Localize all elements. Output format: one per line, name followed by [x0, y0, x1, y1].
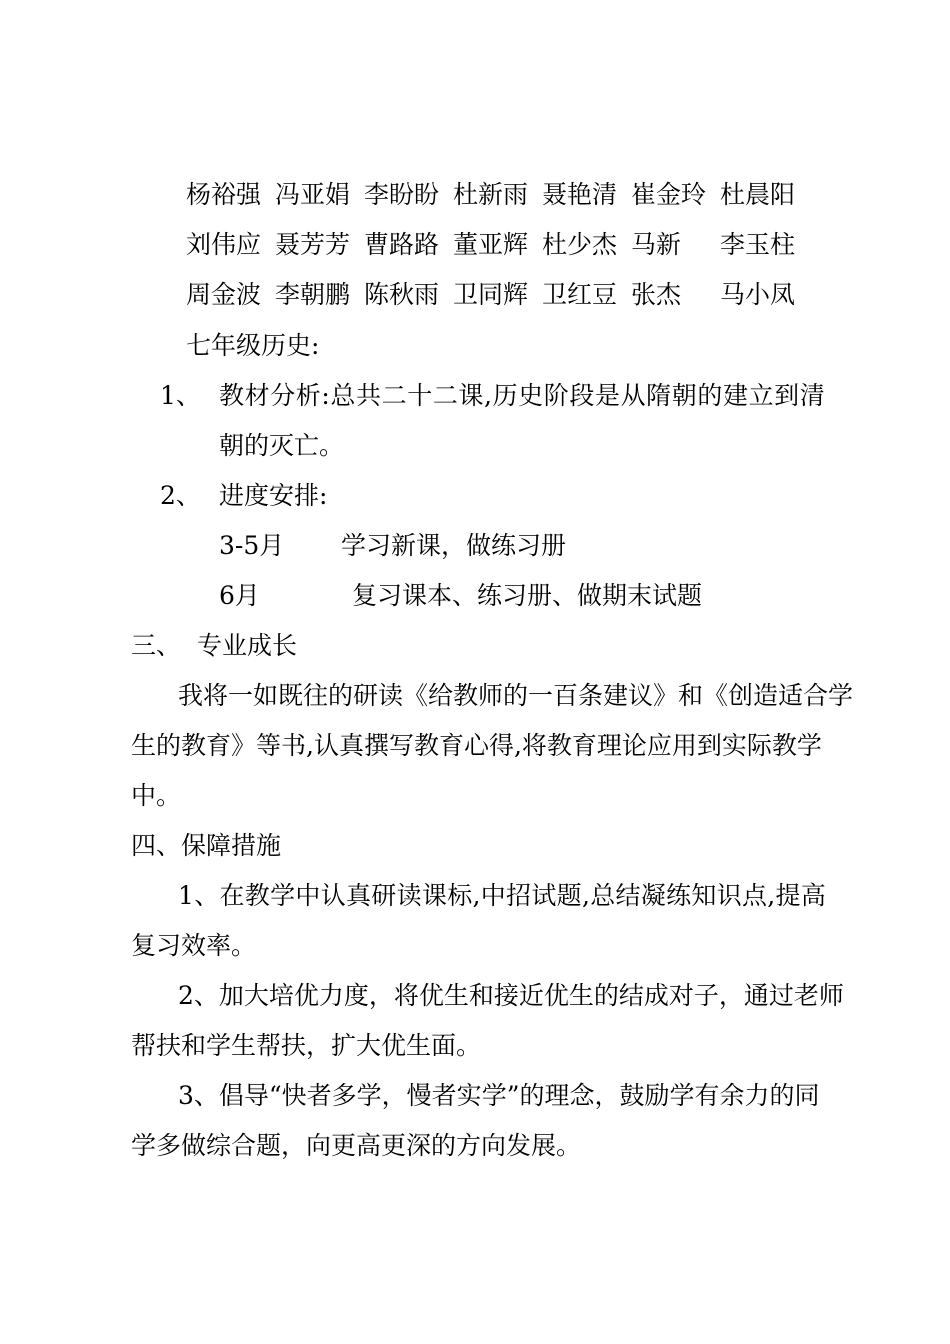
history-item1-number: 1、: [160, 381, 201, 410]
name-cell: 张杰: [631, 280, 682, 309]
section4-p2-line2: 帮扶和学生帮扶，扩大优生面。: [131, 1031, 482, 1060]
name-cell: 杜晨阳: [720, 180, 796, 209]
history-item1-line1: 教材分析:总共二十二课,历史阶段是从隋朝的建立到清: [219, 381, 826, 410]
section4-p2-line1: 2、加大培优力度，将优生和接近优生的结成对子，通过老师: [178, 981, 844, 1010]
history-item2-text: 进度安排:: [219, 481, 328, 510]
name-cell: 杨裕强: [186, 180, 262, 209]
name-cell: 马小凤: [720, 280, 796, 309]
section4-p3-line1: 3、倡导“快者多学，慢者实学”的理念，鼓励学有余力的同: [178, 1081, 820, 1110]
section3-line2: 生的教育》等书,认真撰写教育心得,将教育理论应用到实际教学: [131, 731, 822, 760]
name-cell: 刘伟应: [186, 230, 262, 259]
schedule-time-2: 6月: [219, 581, 260, 610]
name-cell: 陈秋雨: [364, 280, 440, 309]
name-cell: 董亚辉: [453, 230, 529, 259]
section3-title: 专业成长: [197, 631, 298, 660]
history-item1-line2: 朝的灭亡。: [219, 431, 345, 460]
name-cell: 李玉柱: [720, 230, 796, 259]
name-cell: 李朝鹏: [275, 280, 351, 309]
section3-line1: 我将一如既往的研读《给教师的一百条建议》和《创造适合学: [178, 681, 854, 710]
name-cell: 周金波: [186, 280, 262, 309]
name-cell: 聂艳清: [542, 180, 618, 209]
name-cell: 杜新雨: [453, 180, 529, 209]
name-cell: 马新: [631, 230, 682, 259]
schedule-task-1: 学习新课，做练习册: [341, 531, 567, 560]
history-heading: 七年级历史:: [186, 331, 320, 360]
section4-p3-line2: 学多做综合题，向更高更深的方向发展。: [131, 1131, 582, 1160]
name-cell: 崔金玲: [631, 180, 707, 209]
section3-number: 三、: [131, 631, 182, 660]
name-cell: 聂芳芳: [275, 230, 351, 259]
name-cell: 李盼盼: [364, 180, 440, 209]
section4-p1-line2: 复习效率。: [131, 931, 257, 960]
schedule-time-1: 3-5月: [219, 531, 285, 560]
section3-line3: 中。: [131, 781, 182, 810]
name-cell: 卫红豆: [542, 280, 618, 309]
name-cell: 卫同辉: [453, 280, 529, 309]
section4-p1-line1: 1、在教学中认真研读课标,中招试题,总结凝练知识点,提高: [178, 881, 827, 910]
schedule-task-2: 复习课本、练习册、做期末试题: [352, 581, 703, 610]
name-cell: 曹路路: [364, 230, 440, 259]
history-item2-number: 2、: [160, 481, 201, 510]
name-cell: 杜少杰: [542, 230, 618, 259]
name-cell: 冯亚娟: [275, 180, 351, 209]
section4-title: 四、保障措施: [131, 831, 282, 860]
